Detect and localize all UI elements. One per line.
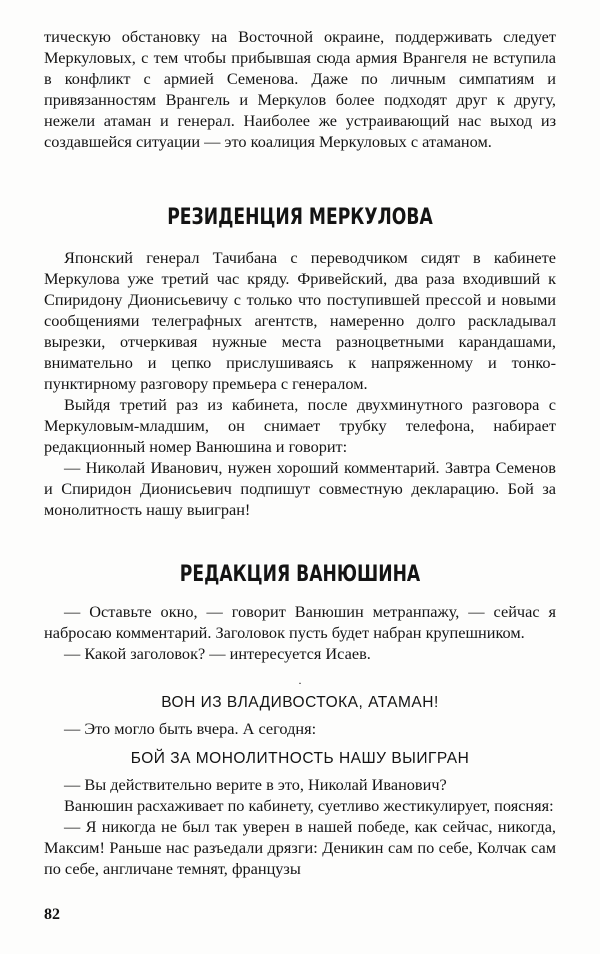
- paragraph: — Вы действительно верите в это, Николай Иванович?: [64, 775, 447, 794]
- paragraph: — Николай Иванович, нужен хороший комментарий. Завтра Семенов и Спиридон Дионисьевич подпишут совместную декларацию. Бой за монолитность нашу выигран!: [44, 458, 556, 519]
- stray-print-mark: ·: [298, 676, 302, 690]
- section-body-editorial-1: [44, 601, 556, 664]
- paragraph: — Я никогда не был так уверен в нашей победе, как сейчас, никогда, Максим! Раньше нас разъедали дрязги: Деникин сам по себе, Колчак сам по себе, англичане темнят, французы: [44, 817, 556, 878]
- page-number: 82: [44, 906, 60, 923]
- section-body-residence: [44, 247, 556, 520]
- section-body-editorial-2: [44, 718, 556, 739]
- section-heading-editorial: РЕДАКЦИЯ ВАНЮШИНА: [179, 562, 421, 587]
- headline-vladivostok: ВОН ИЗ ВЛАДИВОСТОКА, АТАМАН!: [161, 694, 439, 711]
- paragraph: Ванюшин расхаживает по кабинету, суетливо жестикулирует, поясняя:: [64, 796, 554, 815]
- opening-text: [44, 26, 556, 152]
- section-heading-residence: РЕЗИДЕНЦИЯ МЕРКУЛОВА: [167, 205, 433, 230]
- paragraph: Японский генерал Тачибана с переводчиком сидят в кабинете Меркулова уже третий час кряду. Фривейский, два раза входивший к Спиридону Дионисьевичу с только что поступившей прессой и новыми сообщениями телеграфных агентств, намеренно долго раскладывал вырезки, отчеркивая нужные места разноцветными карандашами, внимательно и цепко прислушиваясь к напряженному и тонко-пунктирному разговору премьера с генералом.: [44, 248, 556, 393]
- paragraph: Выйдя третий раз из кабинета, после двухминутного разговора с Меркуловым-младшим, он снимает трубку телефона, набирает редакционный номер Ванюшина и говорит:: [44, 395, 556, 456]
- paragraph: — Какой заголовок? — интересуется Исаев.: [64, 644, 371, 663]
- paragraph: — Оставьте окно, — говорит Ванюшин метранпажу, — сейчас я набросаю комментарий. Заголовок пусть будет набран крупешником.: [44, 602, 556, 642]
- paragraph: тическую обстановку на Восточной окраине, поддерживать следует Меркуловых, с тем чтобы прибывшая сюда армия Врангеля не вступила в конфликт с армией Семенова. Даже по личным симпатиям и привязанностям Врангель и Меркулов более подходят друг к другу, нежели атаман и генерал. Наиболее же устраивающий нас выход из создавшейся ситуации — это коалиция Меркуловых с атаманом.: [44, 27, 556, 151]
- section-body-editorial-3: [44, 774, 556, 879]
- headline-monolith: БОЙ ЗА МОНОЛИТНОСТЬ НАШУ ВЫИГРАН: [130, 750, 470, 767]
- paragraph: — Это могло быть вчера. А сегодня:: [64, 719, 317, 738]
